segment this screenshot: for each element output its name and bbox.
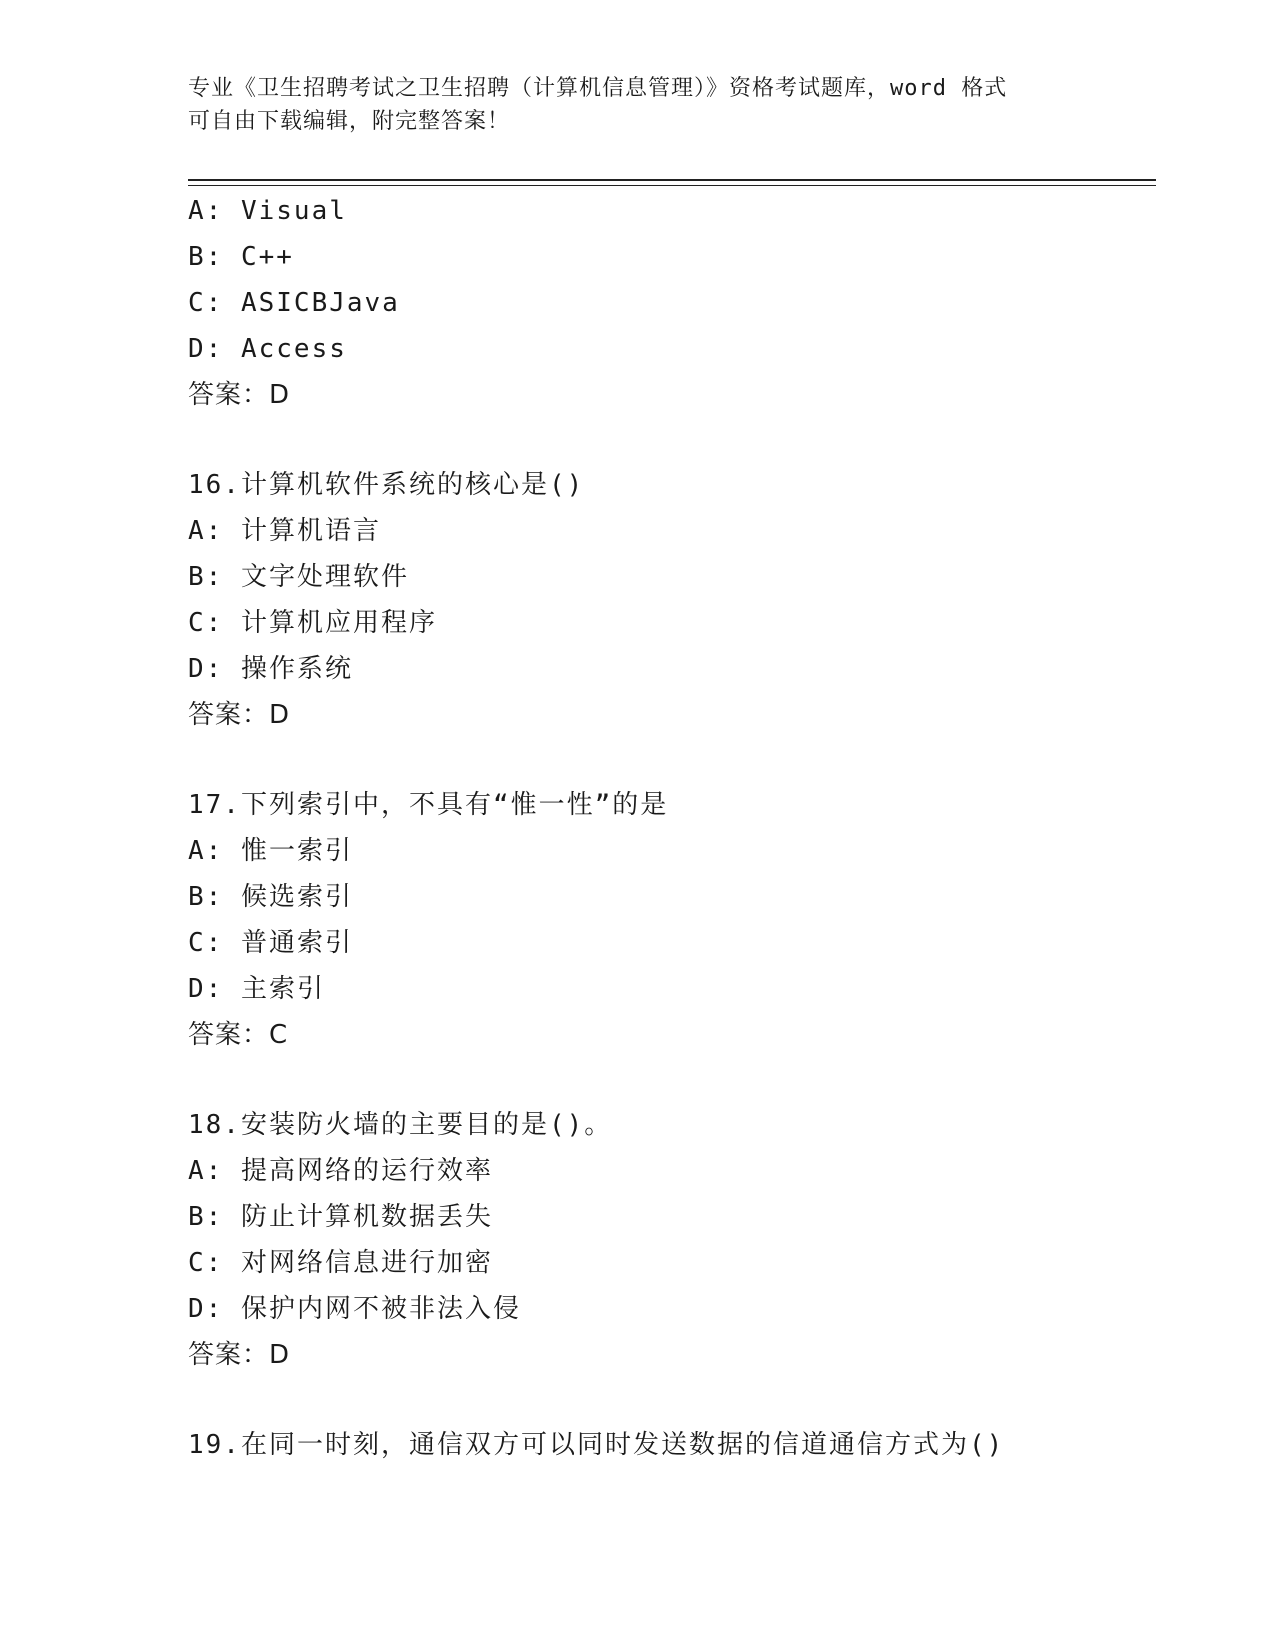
question-15-continued xyxy=(188,188,1148,418)
option-d: D: 主索引 xyxy=(188,974,325,1004)
question-19 xyxy=(188,1422,1148,1468)
header-line-1: 专业《卫生招聘考试之卫生招聘（计算机信息管理）》资格考试题库，word 格式 xyxy=(188,76,1008,101)
option-d: D: Access xyxy=(188,334,347,364)
document-header xyxy=(188,72,1068,138)
option-b: B: C++ xyxy=(188,242,294,272)
option-b: B: 文字处理软件 xyxy=(188,562,409,592)
option-a: A: 提高网络的运行效率 xyxy=(188,1156,493,1186)
header-divider xyxy=(188,179,1156,186)
option-c: C: 对网络信息进行加密 xyxy=(188,1248,493,1278)
question-list xyxy=(188,188,1148,1468)
option-a: A: 计算机语言 xyxy=(188,516,381,546)
question-title: 19.在同一时刻，通信双方可以同时发送数据的信道通信方式为() xyxy=(188,1430,1005,1460)
option-d: D: 操作系统 xyxy=(188,654,353,684)
question-17 xyxy=(188,782,1148,1058)
question-16 xyxy=(188,462,1148,738)
option-a: A: Visual xyxy=(188,196,347,226)
answer: 答案：C xyxy=(188,1020,289,1050)
answer: 答案：D xyxy=(188,380,291,410)
option-c: C: ASICBJava xyxy=(188,288,400,318)
option-b: B: 候选索引 xyxy=(188,882,353,912)
option-c: C: 计算机应用程序 xyxy=(188,608,437,638)
option-c: C: 普通索引 xyxy=(188,928,353,958)
option-b: B: 防止计算机数据丢失 xyxy=(188,1202,493,1232)
answer: 答案：D xyxy=(188,1340,291,1370)
option-a: A: 惟一索引 xyxy=(188,836,353,866)
question-18 xyxy=(188,1102,1148,1378)
option-d: D: 保护内网不被非法入侵 xyxy=(188,1294,521,1324)
header-line-2: 可自由下载编辑，附完整答案！ xyxy=(188,109,511,134)
question-title: 16.计算机软件系统的核心是() xyxy=(188,470,585,500)
question-title: 17.下列索引中，不具有“惟一性”的是 xyxy=(188,790,669,820)
answer: 答案：D xyxy=(188,700,291,730)
question-title: 18.安装防火墙的主要目的是()。 xyxy=(188,1110,613,1140)
